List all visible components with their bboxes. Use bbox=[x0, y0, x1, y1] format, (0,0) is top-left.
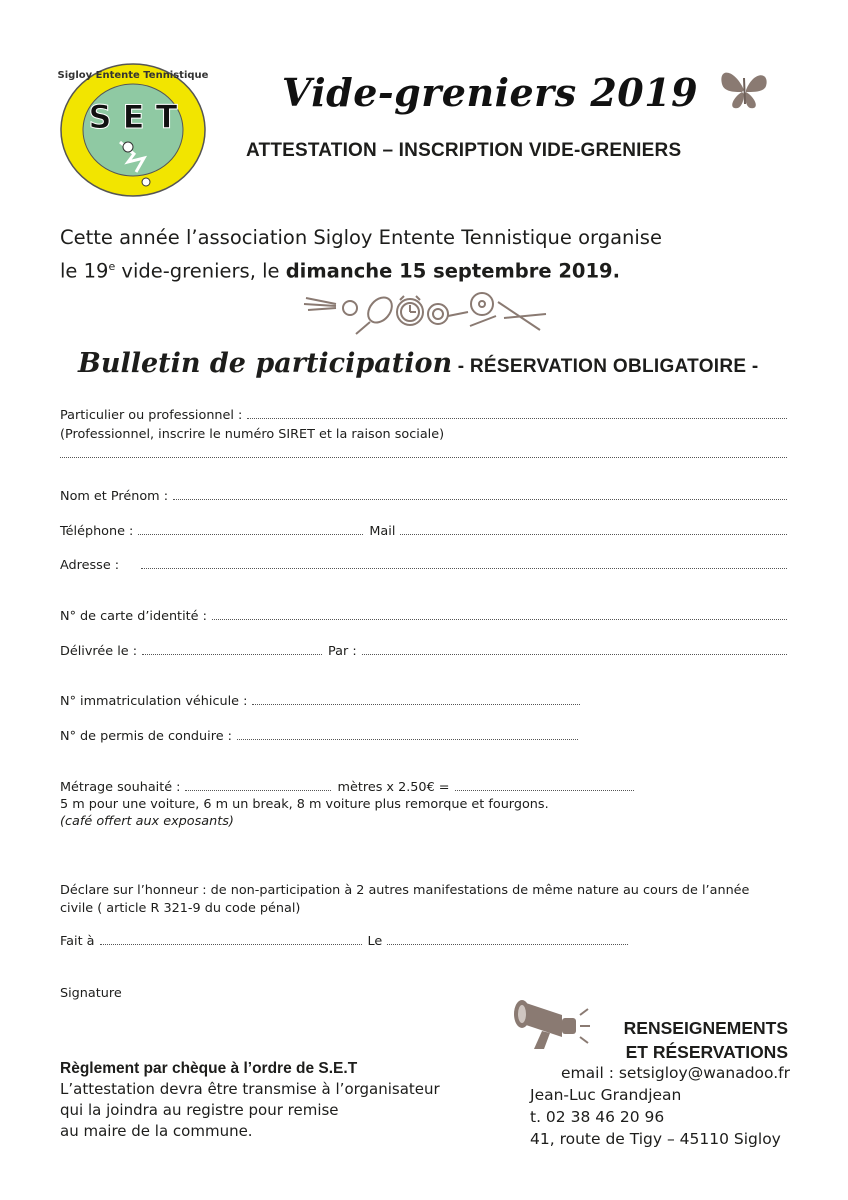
payment-line-3: au maire de la commune. bbox=[60, 1122, 253, 1140]
fill-line[interactable] bbox=[237, 738, 578, 740]
set-logo bbox=[58, 62, 208, 198]
bulletin-heading bbox=[78, 348, 798, 379]
fill-line[interactable] bbox=[142, 653, 322, 655]
contact-details bbox=[528, 1062, 790, 1150]
field-label: N° de permis de conduire : bbox=[60, 729, 232, 744]
particulier-note: (Professionnel, inscrire le numéro SIRET et la raison sociale) bbox=[60, 427, 445, 442]
fill-line[interactable] bbox=[138, 533, 363, 535]
fill-line[interactable] bbox=[362, 653, 787, 655]
field-label: Fait à bbox=[60, 934, 95, 949]
field-label: mètres x 2.50€ = bbox=[337, 780, 450, 795]
decorative-objects-illustration bbox=[300, 288, 550, 338]
intro-paragraph bbox=[60, 223, 800, 286]
fill-line[interactable] bbox=[60, 456, 787, 458]
logo-letters: S E T bbox=[88, 98, 178, 136]
logo-ring-text: Sigloy Entente Tennistique bbox=[58, 70, 208, 81]
page-title: Vide-greniers 2019 bbox=[281, 70, 699, 115]
particulier-extra-line[interactable] bbox=[60, 456, 787, 458]
fill-line[interactable] bbox=[185, 789, 331, 791]
contact-email[interactable]: email : setsigloy@wanadoo.fr bbox=[561, 1064, 790, 1082]
field-label: N° immatriculation véhicule : bbox=[60, 694, 248, 709]
field-label: Métrage souhaité : bbox=[60, 780, 181, 795]
fait-le-field[interactable] bbox=[60, 934, 628, 949]
metrage-field[interactable] bbox=[60, 780, 634, 795]
signature-label: Signature bbox=[60, 986, 122, 1001]
field-label: Nom et Prénom : bbox=[60, 489, 169, 504]
intro-text: le 19 bbox=[60, 259, 109, 283]
contact-address: 41, route de Tigy – 45110 Sigloy bbox=[530, 1130, 781, 1148]
butterfly-icon bbox=[716, 64, 772, 114]
contact-heading bbox=[560, 1016, 788, 1064]
fill-line[interactable] bbox=[141, 567, 787, 569]
field-label: Par : bbox=[328, 644, 357, 659]
fill-line[interactable] bbox=[212, 618, 787, 620]
payment-notice bbox=[60, 1058, 500, 1142]
payment-line-2: qui la joindra au registre pour remise bbox=[60, 1101, 339, 1119]
intro-line-1: Cette année l’association Sigloy Entente Tennistique organise bbox=[60, 226, 662, 249]
field-label: Délivrée le : bbox=[60, 644, 138, 659]
field-label: Le bbox=[367, 934, 383, 949]
adresse-field[interactable] bbox=[60, 558, 787, 573]
nom-field[interactable] bbox=[60, 489, 787, 504]
fill-line[interactable] bbox=[400, 533, 787, 535]
contact-name: Jean-Luc Grandjean bbox=[530, 1086, 682, 1104]
metrage-note: 5 m pour une voiture, 6 m un break, 8 m voiture plus remorque et fourgons. bbox=[60, 797, 549, 812]
cafe-note: (café offert aux exposants) bbox=[60, 814, 234, 829]
contact-heading-line-1: RENSEIGNEMENTS bbox=[623, 1018, 788, 1038]
particulier-field[interactable] bbox=[60, 408, 787, 423]
payment-title: Règlement par chèque à l’ordre de S.E.T bbox=[60, 1060, 358, 1077]
contact-heading-line-2: ET RÉSERVATIONS bbox=[625, 1042, 788, 1062]
payment-line-1: L’attestation devra être transmise à l’organisateur bbox=[60, 1080, 440, 1098]
fill-line[interactable] bbox=[252, 703, 580, 705]
ordinal-suffix: e bbox=[108, 260, 116, 273]
fill-line[interactable] bbox=[247, 417, 787, 419]
carte-identite-field[interactable] bbox=[60, 609, 787, 624]
immatriculation-field[interactable] bbox=[60, 694, 580, 709]
permis-field[interactable] bbox=[60, 729, 578, 744]
declaration-line-2: civile ( article R 321-9 du code pénal) bbox=[60, 901, 301, 916]
telephone-mail-field[interactable] bbox=[60, 524, 787, 539]
event-date: dimanche 15 septembre 2019. bbox=[285, 259, 621, 283]
field-label: Téléphone : bbox=[60, 524, 134, 539]
bulletin-title: Bulletin de participation bbox=[78, 348, 453, 379]
declaration-line-1: Déclare sur l’honneur : de non-participation à 2 autres manifestations de même nature au cours de l’année bbox=[60, 883, 750, 898]
field-label: Particulier ou professionnel : bbox=[60, 408, 243, 423]
reservation-notice: - RÉSERVATION OBLIGATOIRE - bbox=[452, 356, 759, 377]
document-subtitle: ATTESTATION – INSCRIPTION VIDE-GRENIERS bbox=[246, 140, 682, 161]
field-label: Adresse : bbox=[60, 558, 120, 573]
fill-line[interactable] bbox=[455, 789, 635, 791]
field-label: N° de carte d’identité : bbox=[60, 609, 207, 624]
intro-text: vide-greniers, le bbox=[115, 259, 286, 283]
delivree-par-field[interactable] bbox=[60, 644, 787, 659]
contact-phone: t. 02 38 46 20 96 bbox=[530, 1108, 665, 1126]
fill-line[interactable] bbox=[387, 943, 628, 945]
fill-line[interactable] bbox=[173, 498, 787, 500]
intro-line-2 bbox=[60, 252, 800, 286]
field-label: Mail bbox=[369, 524, 396, 539]
fill-line[interactable] bbox=[100, 943, 362, 945]
